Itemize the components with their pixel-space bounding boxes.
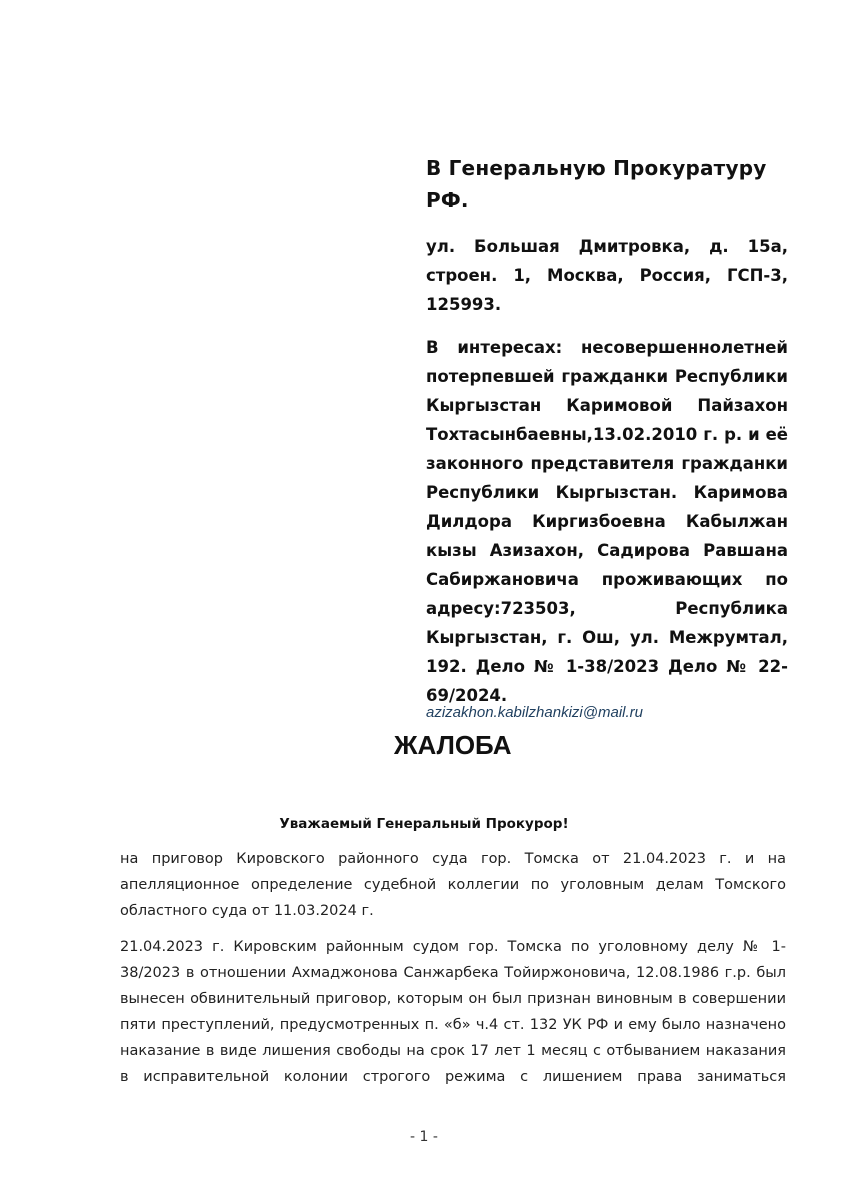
body-text bbox=[120, 846, 786, 1100]
addressee-title: В Генеральную Прокуратуру РФ. bbox=[426, 156, 767, 212]
paragraph-verdict: 21.04.2023 г. Кировским районным судом гор. Томска по уголовному делу № 1-38/2023 в отношении Ахмаджонова Санжарбека Тойиржоновича, 12.08.1986 г.р. был вынесен обвинительный приговор, которым он был признан виновным в совершении пяти преступлений, предусмотренных п. «б» ч.4 ст. 132 УК РФ и ему было назначено наказание в виде лишения свободы на срок 17 лет 1 месяц с отбыванием наказания в исправительной колонии строгого режима с лишением права заниматься bbox=[120, 939, 786, 1085]
addressee-block bbox=[426, 152, 788, 724]
page-number: - 1 - bbox=[410, 1129, 438, 1145]
email-link[interactable]: azizakhon.kabilzhankizi@mail.ru bbox=[426, 704, 643, 721]
salutation: Уважаемый Генеральный Прокурор! bbox=[279, 816, 569, 832]
document-title: ЖАЛОБА bbox=[394, 730, 512, 760]
paragraph-subject: на приговор Кировского районного суда гор. Томска от 21.04.2023 г. и на апелляционное определение судебной коллегии по уголовным делам Томского областного суда от 11.03.2024 г. bbox=[120, 851, 786, 919]
addressee-interest: В интересах: несовершеннолетней потерпевшей гражданки Республики Кыргызстан Каримовой Пайзахон Тохтасынбаевны,13.02.2010 г. р. и её законного представителя гражданки Республики Кыргызстан. Каримова Дилдора Киргизбоевна Кабылжан кызы Азизахон, Садирова Равшана Сабиржановича проживающих по адресу:723503, Республика Кыргызстан, г. Ош, ул. Межрумтал, 192. Дело № 1-38/2023 Дело № 22-69/2024. bbox=[426, 338, 788, 705]
addressee-address: ул. Большая Дмитровка, д. 15а, строен. 1, Москва, Россия, ГСП-3, 125993. bbox=[426, 237, 788, 314]
